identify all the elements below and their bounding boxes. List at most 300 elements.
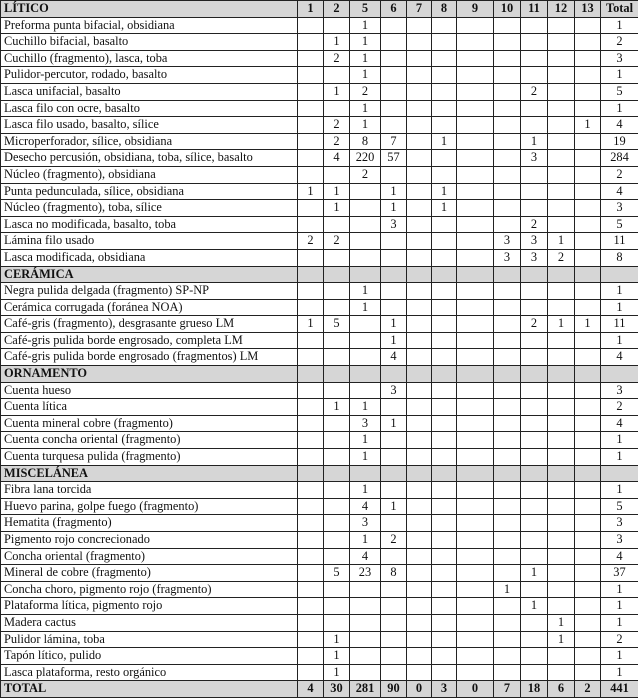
section-header-filler bbox=[575, 366, 601, 383]
count-cell bbox=[494, 200, 521, 217]
count-cell bbox=[457, 67, 494, 84]
section-header-filler bbox=[432, 465, 457, 482]
row-label: Cuchillo (fragmento), lasca, toba bbox=[1, 50, 298, 67]
count-cell bbox=[432, 216, 457, 233]
count-cell bbox=[457, 100, 494, 117]
count-cell bbox=[324, 249, 350, 266]
count-cell bbox=[494, 349, 521, 366]
row-total-cell: 1 bbox=[601, 581, 638, 598]
count-cell bbox=[407, 532, 432, 549]
row-label: Lámina filo usado bbox=[1, 233, 298, 250]
count-cell bbox=[432, 532, 457, 549]
table-row bbox=[1, 565, 638, 582]
count-cell: 1 bbox=[350, 117, 381, 134]
count-cell: 1 bbox=[548, 631, 575, 648]
count-cell: 2 bbox=[324, 50, 350, 67]
count-cell bbox=[521, 349, 548, 366]
count-cell: 1 bbox=[548, 316, 575, 333]
count-cell bbox=[432, 100, 457, 117]
row-label: Hematita (fragmento) bbox=[1, 515, 298, 532]
count-cell bbox=[407, 83, 432, 100]
table-row bbox=[1, 382, 638, 399]
count-cell bbox=[457, 498, 494, 515]
count-cell bbox=[298, 216, 324, 233]
count-cell bbox=[494, 34, 521, 51]
column-header-total: Total bbox=[601, 1, 638, 18]
section-header-filler bbox=[324, 366, 350, 383]
section-header: ORNAMENTO bbox=[1, 366, 298, 383]
row-label: Pulidor-percutor, rodado, basalto bbox=[1, 67, 298, 84]
count-cell: 3 bbox=[350, 515, 381, 532]
count-cell bbox=[407, 349, 432, 366]
count-cell bbox=[494, 283, 521, 300]
row-total-cell: 1 bbox=[601, 614, 638, 631]
row-label: Negra pulida delgada (fragmento) SP-NP bbox=[1, 283, 298, 300]
section-header-filler bbox=[432, 366, 457, 383]
count-cell: 1 bbox=[381, 415, 407, 432]
count-cell bbox=[548, 133, 575, 150]
count-cell bbox=[575, 133, 601, 150]
column-header: 10 bbox=[494, 1, 521, 18]
count-cell bbox=[548, 432, 575, 449]
total-cell: 4 bbox=[298, 681, 324, 698]
count-cell bbox=[407, 449, 432, 466]
count-cell bbox=[350, 614, 381, 631]
row-label: Lasca plataforma, resto orgánico bbox=[1, 664, 298, 681]
table-row bbox=[1, 200, 638, 217]
count-cell bbox=[350, 216, 381, 233]
count-cell bbox=[381, 233, 407, 250]
count-cell: 1 bbox=[575, 316, 601, 333]
count-cell bbox=[548, 598, 575, 615]
count-cell bbox=[457, 117, 494, 134]
row-label: Cuchillo bifacial, basalto bbox=[1, 34, 298, 51]
count-cell: 1 bbox=[350, 50, 381, 67]
count-cell bbox=[407, 648, 432, 665]
section-header-filler bbox=[407, 266, 432, 283]
count-cell bbox=[324, 515, 350, 532]
table-row bbox=[1, 117, 638, 134]
row-total-cell: 1 bbox=[601, 598, 638, 615]
total-cell: 7 bbox=[494, 681, 521, 698]
count-cell bbox=[381, 117, 407, 134]
row-total-cell: 19 bbox=[601, 133, 638, 150]
row-label: Cuenta turquesa pulida (fragmento) bbox=[1, 449, 298, 466]
count-cell: 4 bbox=[381, 349, 407, 366]
count-cell bbox=[432, 664, 457, 681]
count-cell bbox=[381, 482, 407, 499]
count-cell bbox=[432, 482, 457, 499]
count-cell bbox=[432, 648, 457, 665]
row-total-cell: 1 bbox=[601, 449, 638, 466]
count-cell bbox=[350, 631, 381, 648]
section-header-filler bbox=[548, 366, 575, 383]
count-cell bbox=[521, 532, 548, 549]
count-cell bbox=[575, 399, 601, 416]
count-cell bbox=[575, 166, 601, 183]
table-row bbox=[1, 249, 638, 266]
count-cell: 1 bbox=[548, 614, 575, 631]
count-cell bbox=[324, 67, 350, 84]
section-header-row bbox=[1, 465, 638, 482]
count-cell bbox=[381, 432, 407, 449]
count-cell: 1 bbox=[298, 316, 324, 333]
count-cell: 220 bbox=[350, 150, 381, 167]
count-cell: 1 bbox=[521, 565, 548, 582]
count-cell: 5 bbox=[324, 316, 350, 333]
count-cell bbox=[548, 449, 575, 466]
count-cell bbox=[457, 449, 494, 466]
count-cell bbox=[324, 332, 350, 349]
count-cell: 2 bbox=[521, 316, 548, 333]
count-cell bbox=[548, 50, 575, 67]
count-cell bbox=[521, 432, 548, 449]
count-cell bbox=[521, 34, 548, 51]
section-header-filler bbox=[324, 465, 350, 482]
count-cell bbox=[298, 415, 324, 432]
row-total-cell: 4 bbox=[601, 415, 638, 432]
count-cell: 1 bbox=[432, 200, 457, 217]
section-header-filler bbox=[350, 465, 381, 482]
column-header: 8 bbox=[432, 1, 457, 18]
count-cell bbox=[494, 316, 521, 333]
row-label: Fibra lana torcida bbox=[1, 482, 298, 499]
count-cell bbox=[432, 349, 457, 366]
count-cell bbox=[521, 50, 548, 67]
count-cell bbox=[432, 150, 457, 167]
total-cell: 0 bbox=[457, 681, 494, 698]
row-total-cell: 1 bbox=[601, 67, 638, 84]
count-cell bbox=[350, 581, 381, 598]
count-cell bbox=[350, 200, 381, 217]
count-cell bbox=[494, 631, 521, 648]
count-cell bbox=[407, 200, 432, 217]
count-cell bbox=[521, 117, 548, 134]
table-row bbox=[1, 332, 638, 349]
section-header-filler bbox=[457, 266, 494, 283]
count-cell bbox=[457, 133, 494, 150]
count-cell bbox=[432, 233, 457, 250]
count-cell bbox=[407, 548, 432, 565]
count-cell bbox=[324, 166, 350, 183]
column-header: 2 bbox=[324, 1, 350, 18]
grand-total-cell: 441 bbox=[601, 681, 638, 698]
section-header-filler bbox=[601, 266, 638, 283]
count-cell bbox=[298, 133, 324, 150]
count-cell: 8 bbox=[381, 565, 407, 582]
row-label: Huevo parina, golpe fuego (fragmento) bbox=[1, 498, 298, 515]
count-cell bbox=[432, 614, 457, 631]
count-cell bbox=[407, 233, 432, 250]
count-cell bbox=[432, 316, 457, 333]
row-total-cell: 3 bbox=[601, 532, 638, 549]
count-cell bbox=[521, 648, 548, 665]
count-cell bbox=[575, 515, 601, 532]
count-cell bbox=[575, 565, 601, 582]
count-cell bbox=[457, 382, 494, 399]
count-cell bbox=[324, 432, 350, 449]
count-cell bbox=[521, 415, 548, 432]
table-row bbox=[1, 498, 638, 515]
total-row bbox=[1, 681, 638, 698]
count-cell: 1 bbox=[324, 664, 350, 681]
count-cell bbox=[324, 415, 350, 432]
count-cell bbox=[298, 299, 324, 316]
count-cell bbox=[521, 166, 548, 183]
count-cell: 1 bbox=[350, 17, 381, 34]
count-cell: 4 bbox=[350, 548, 381, 565]
count-cell bbox=[521, 299, 548, 316]
count-cell: 2 bbox=[381, 532, 407, 549]
count-cell bbox=[432, 631, 457, 648]
table-row bbox=[1, 449, 638, 466]
column-header: 7 bbox=[407, 1, 432, 18]
count-cell bbox=[298, 432, 324, 449]
count-cell bbox=[432, 399, 457, 416]
row-total-cell: 1 bbox=[601, 482, 638, 499]
row-label: Cuenta concha oriental (fragmento) bbox=[1, 432, 298, 449]
count-cell: 3 bbox=[494, 233, 521, 250]
section-header-row bbox=[1, 266, 638, 283]
count-cell: 3 bbox=[521, 150, 548, 167]
count-cell bbox=[521, 100, 548, 117]
count-cell bbox=[298, 100, 324, 117]
header-row bbox=[1, 1, 638, 18]
table-row bbox=[1, 532, 638, 549]
count-cell bbox=[298, 34, 324, 51]
count-cell bbox=[521, 449, 548, 466]
row-label: Lasca filo con ocre, basalto bbox=[1, 100, 298, 117]
count-cell bbox=[350, 664, 381, 681]
count-cell bbox=[575, 332, 601, 349]
table-row bbox=[1, 415, 638, 432]
count-cell bbox=[381, 648, 407, 665]
row-total-cell: 5 bbox=[601, 83, 638, 100]
row-total-cell: 3 bbox=[601, 200, 638, 217]
row-total-cell: 1 bbox=[601, 664, 638, 681]
count-cell bbox=[381, 50, 407, 67]
count-cell bbox=[298, 565, 324, 582]
row-total-cell: 3 bbox=[601, 382, 638, 399]
row-label: Tapón lítico, pulido bbox=[1, 648, 298, 665]
count-cell bbox=[548, 415, 575, 432]
count-cell bbox=[432, 17, 457, 34]
count-cell bbox=[298, 166, 324, 183]
count-cell bbox=[457, 349, 494, 366]
count-cell bbox=[381, 515, 407, 532]
count-cell bbox=[494, 67, 521, 84]
count-cell bbox=[432, 166, 457, 183]
table-row bbox=[1, 133, 638, 150]
row-total-cell: 4 bbox=[601, 349, 638, 366]
count-cell bbox=[494, 166, 521, 183]
count-cell bbox=[324, 216, 350, 233]
count-cell: 1 bbox=[324, 183, 350, 200]
row-total-cell: 1 bbox=[601, 283, 638, 300]
count-cell: 7 bbox=[381, 133, 407, 150]
count-cell bbox=[457, 316, 494, 333]
count-cell bbox=[548, 83, 575, 100]
count-cell bbox=[298, 449, 324, 466]
column-header: 9 bbox=[457, 1, 494, 18]
section-header-filler bbox=[407, 366, 432, 383]
count-cell bbox=[432, 449, 457, 466]
row-total-cell: 2 bbox=[601, 399, 638, 416]
count-cell bbox=[457, 17, 494, 34]
count-cell bbox=[381, 249, 407, 266]
section-header-filler bbox=[548, 266, 575, 283]
count-cell bbox=[407, 216, 432, 233]
count-cell bbox=[407, 415, 432, 432]
section-header-filler bbox=[298, 266, 324, 283]
count-cell bbox=[298, 382, 324, 399]
count-cell bbox=[350, 316, 381, 333]
count-cell bbox=[575, 598, 601, 615]
table-row bbox=[1, 548, 638, 565]
count-cell bbox=[494, 515, 521, 532]
row-total-cell: 4 bbox=[601, 183, 638, 200]
count-cell bbox=[548, 34, 575, 51]
count-cell bbox=[381, 34, 407, 51]
count-cell bbox=[407, 166, 432, 183]
row-total-cell: 5 bbox=[601, 216, 638, 233]
count-cell: 1 bbox=[381, 200, 407, 217]
count-cell bbox=[381, 83, 407, 100]
count-cell bbox=[575, 349, 601, 366]
count-cell bbox=[381, 631, 407, 648]
count-cell bbox=[494, 565, 521, 582]
count-cell bbox=[575, 415, 601, 432]
count-cell bbox=[494, 664, 521, 681]
count-cell bbox=[521, 399, 548, 416]
section-header: CERÁMICA bbox=[1, 266, 298, 283]
count-cell bbox=[298, 349, 324, 366]
count-cell bbox=[494, 648, 521, 665]
count-cell bbox=[298, 200, 324, 217]
count-cell bbox=[298, 50, 324, 67]
count-cell: 1 bbox=[381, 316, 407, 333]
count-cell bbox=[521, 332, 548, 349]
row-total-cell: 1 bbox=[601, 100, 638, 117]
count-cell bbox=[324, 598, 350, 615]
count-cell bbox=[350, 183, 381, 200]
section-header-filler bbox=[298, 366, 324, 383]
count-cell bbox=[548, 100, 575, 117]
count-cell bbox=[548, 482, 575, 499]
count-cell bbox=[548, 17, 575, 34]
count-cell bbox=[548, 399, 575, 416]
count-cell bbox=[521, 631, 548, 648]
total-cell: 18 bbox=[521, 681, 548, 698]
count-cell bbox=[521, 515, 548, 532]
count-cell bbox=[407, 614, 432, 631]
section-header-litico: LÍTICO bbox=[1, 1, 298, 18]
table-row bbox=[1, 166, 638, 183]
count-cell bbox=[324, 548, 350, 565]
count-cell bbox=[381, 598, 407, 615]
count-cell bbox=[381, 399, 407, 416]
count-cell bbox=[298, 631, 324, 648]
count-cell bbox=[381, 449, 407, 466]
section-header-filler bbox=[521, 266, 548, 283]
count-cell bbox=[407, 17, 432, 34]
section-header-filler bbox=[381, 465, 407, 482]
row-total-cell: 2 bbox=[601, 34, 638, 51]
count-cell bbox=[575, 34, 601, 51]
table-row bbox=[1, 664, 638, 681]
count-cell bbox=[298, 117, 324, 134]
count-cell bbox=[494, 299, 521, 316]
count-cell bbox=[457, 565, 494, 582]
count-cell bbox=[407, 283, 432, 300]
count-cell bbox=[298, 515, 324, 532]
count-cell: 1 bbox=[350, 100, 381, 117]
count-cell bbox=[298, 598, 324, 615]
count-cell: 2 bbox=[350, 83, 381, 100]
count-cell bbox=[457, 166, 494, 183]
count-cell bbox=[407, 183, 432, 200]
count-cell: 1 bbox=[324, 648, 350, 665]
count-cell bbox=[407, 67, 432, 84]
table-row bbox=[1, 216, 638, 233]
count-cell bbox=[494, 498, 521, 515]
count-cell bbox=[548, 283, 575, 300]
count-cell bbox=[494, 399, 521, 416]
count-cell bbox=[350, 233, 381, 250]
count-cell: 1 bbox=[350, 449, 381, 466]
count-cell: 1 bbox=[350, 34, 381, 51]
section-header-filler bbox=[494, 465, 521, 482]
count-cell: 3 bbox=[381, 382, 407, 399]
column-header: 12 bbox=[548, 1, 575, 18]
section-header-filler bbox=[521, 366, 548, 383]
count-cell: 1 bbox=[350, 432, 381, 449]
count-cell bbox=[494, 614, 521, 631]
count-cell bbox=[324, 532, 350, 549]
count-cell bbox=[494, 482, 521, 499]
count-cell bbox=[575, 449, 601, 466]
count-cell bbox=[298, 17, 324, 34]
count-cell bbox=[407, 631, 432, 648]
count-cell: 1 bbox=[350, 299, 381, 316]
count-cell bbox=[575, 299, 601, 316]
count-cell bbox=[548, 183, 575, 200]
count-cell bbox=[350, 648, 381, 665]
total-cell: 2 bbox=[575, 681, 601, 698]
count-cell bbox=[324, 100, 350, 117]
count-cell: 1 bbox=[381, 183, 407, 200]
row-total-cell: 3 bbox=[601, 50, 638, 67]
count-cell bbox=[457, 233, 494, 250]
count-cell bbox=[407, 565, 432, 582]
count-cell bbox=[575, 283, 601, 300]
count-cell: 2 bbox=[324, 117, 350, 134]
count-cell bbox=[457, 631, 494, 648]
count-cell bbox=[324, 17, 350, 34]
table-row bbox=[1, 283, 638, 300]
count-cell: 3 bbox=[494, 249, 521, 266]
count-cell bbox=[494, 117, 521, 134]
count-cell bbox=[575, 648, 601, 665]
count-cell bbox=[457, 648, 494, 665]
count-cell bbox=[432, 598, 457, 615]
count-cell bbox=[548, 67, 575, 84]
total-cell: 6 bbox=[548, 681, 575, 698]
count-cell: 1 bbox=[575, 117, 601, 134]
count-cell bbox=[432, 299, 457, 316]
count-cell: 2 bbox=[324, 233, 350, 250]
total-cell: 3 bbox=[432, 681, 457, 698]
